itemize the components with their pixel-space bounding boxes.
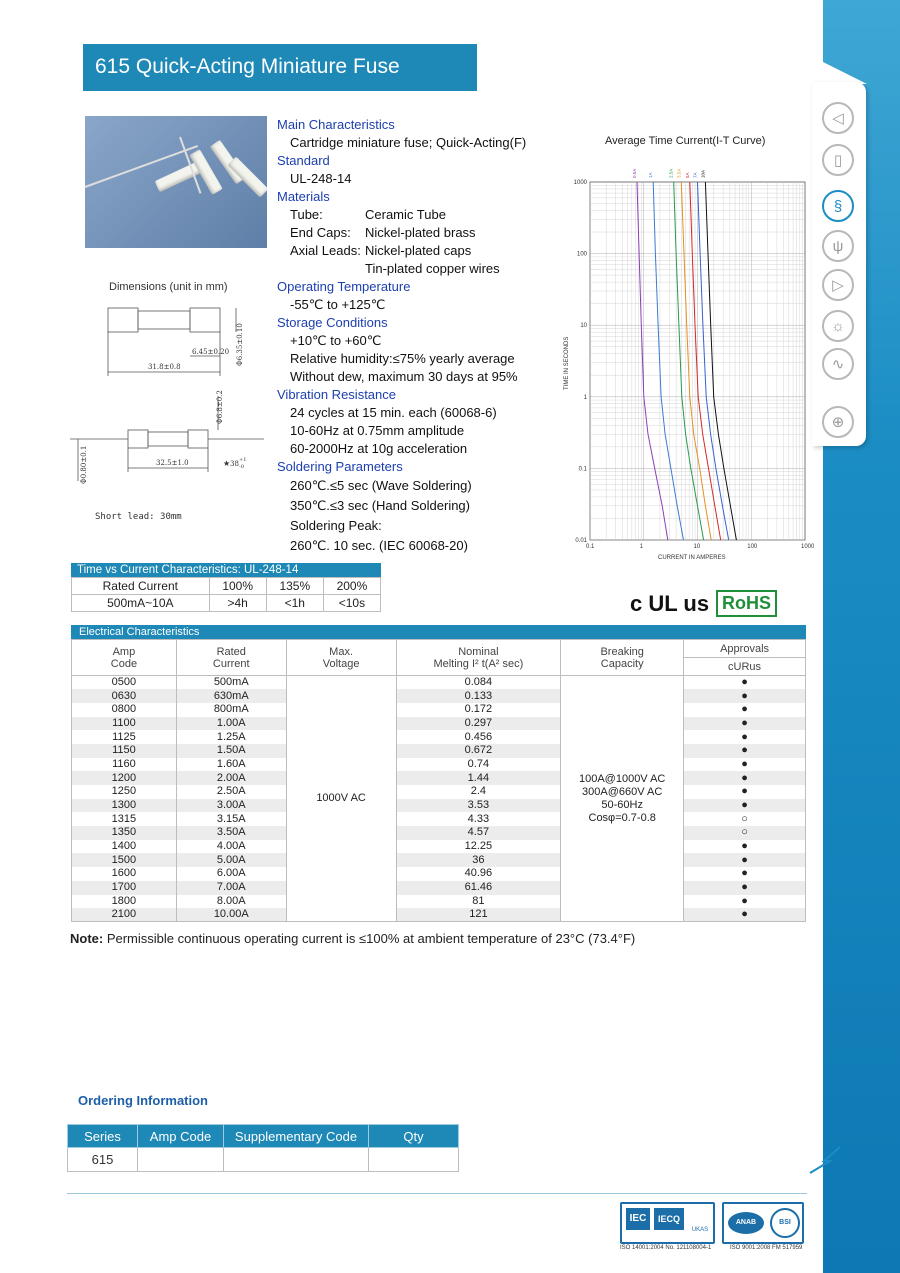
- approval-cell: ●: [684, 908, 806, 922]
- side-nav: [812, 82, 866, 446]
- spec-value: Soldering Peak:: [290, 518, 382, 533]
- ordering-title: Ordering Information: [78, 1093, 208, 1108]
- table-row: [72, 895, 806, 909]
- star-mark: ★: [223, 459, 231, 468]
- iec-logo: IEC: [626, 1208, 650, 1230]
- iecq-logo: IECQ: [654, 1208, 684, 1230]
- approval-cell: ○: [684, 812, 806, 826]
- spec-value: -55℃ to +125℃: [290, 297, 386, 312]
- series-label: 10A: [700, 169, 706, 178]
- melting-cell: 2.4: [396, 785, 561, 799]
- breaking-line: Cosφ=0.7-0.8: [588, 811, 656, 824]
- series-label: 0.5A: [632, 168, 638, 178]
- series-label: 7A: [692, 172, 698, 178]
- approval-cell: ●: [684, 881, 806, 895]
- rated-current-cell: 2.50A: [176, 785, 286, 799]
- amp-code-cell: 1250: [72, 785, 177, 799]
- anab-logo: ANAB: [728, 1212, 764, 1234]
- thermal-icon[interactable]: ψ: [822, 230, 854, 262]
- amp-code-cell: 1600: [72, 867, 177, 881]
- y-tick-label: 0.1: [578, 466, 587, 473]
- col-curus: cURus: [684, 658, 806, 676]
- amp-code-cell: 1700: [72, 881, 177, 895]
- ordering-supplementary[interactable]: [224, 1148, 369, 1172]
- y-tick-label: 0.01: [575, 538, 587, 544]
- page-title: 615 Quick-Acting Miniature Fuse: [83, 44, 477, 91]
- col-melting: Nominal Melting I² t(A² sec): [396, 640, 561, 676]
- amp-code-cell: 0500: [72, 676, 177, 690]
- dim-label: Φ6.35±0.10: [236, 323, 244, 366]
- breaking-line: 50-60Hz: [601, 798, 643, 811]
- amp-code-cell: 1100: [72, 717, 177, 731]
- iec-certificate: [620, 1202, 715, 1244]
- approval-cell: ●: [684, 895, 806, 909]
- amp-code-cell: 0800: [72, 703, 177, 717]
- approval-cell: ●: [684, 799, 806, 813]
- approval-cell: ○: [684, 826, 806, 840]
- arrow-icon[interactable]: ▷: [822, 269, 854, 301]
- col-amp: Amp Code: [72, 640, 177, 676]
- bsi-logo: BSI: [770, 1208, 800, 1238]
- series-label: 2.5A: [668, 168, 674, 178]
- book-icon[interactable]: ▯: [822, 144, 854, 176]
- table-row: [72, 799, 806, 813]
- dimension-drawing: [68, 296, 268, 496]
- dim-label: -0: [239, 464, 244, 470]
- ordering-amp-code[interactable]: [138, 1148, 224, 1172]
- spec-value: 60-2000Hz at 10g acceleration: [290, 441, 468, 456]
- table-row: [72, 744, 806, 758]
- melting-cell: 4.33: [396, 812, 561, 826]
- amp-code-cell: 0630: [72, 689, 177, 703]
- melting-cell: 61.46: [396, 881, 561, 895]
- table-row: [72, 730, 806, 744]
- rated-current-cell: 10.00A: [176, 908, 286, 922]
- spec-value: 350℃.≤3 sec (Hand Soldering): [290, 498, 470, 513]
- spec-value: 24 cycles at 15 min. each (60068-6): [290, 405, 497, 420]
- amp-code-cell: 1160: [72, 758, 177, 772]
- y-tick-label: 100: [576, 251, 587, 258]
- bolt-icon: [806, 1145, 842, 1175]
- ordering-header: Amp Code: [138, 1125, 224, 1148]
- cert-caption: ISO 14001:2004 No. 121108004-1: [620, 1245, 712, 1251]
- breaking-line: 100A@1000V AC: [578, 772, 666, 785]
- table-row: [72, 853, 806, 867]
- table-row: [72, 771, 806, 785]
- table-header: 100%: [209, 578, 266, 595]
- melting-cell: 0.133: [396, 689, 561, 703]
- table-row: [72, 785, 806, 799]
- ordering-header: Qty: [369, 1125, 459, 1148]
- dim-label: 32.5±1.0: [156, 459, 189, 467]
- dim-label: +1: [239, 457, 247, 463]
- ul-logo: c UL us: [630, 591, 710, 616]
- breaking-line: 300A@660V AC: [582, 785, 663, 798]
- col-rated: Rated Current: [176, 640, 286, 676]
- rated-current-cell: 8.00A: [176, 895, 286, 909]
- table-header: Rated Current: [72, 578, 210, 595]
- table-row: [72, 908, 806, 922]
- rated-current-cell: 3.15A: [176, 812, 286, 826]
- voltage-cell: 1000V AC: [286, 676, 396, 922]
- approval-cell: ●: [684, 703, 806, 717]
- table-row: [72, 703, 806, 717]
- dim-label: Φ0.80±0.1: [80, 445, 88, 484]
- approval-cell: ●: [684, 853, 806, 867]
- melting-cell: 0.456: [396, 730, 561, 744]
- chart-ylabel: TIME IN SECONDS: [564, 336, 570, 390]
- spec-value: UL-248-14: [290, 171, 352, 186]
- product-photo: [85, 116, 267, 248]
- melting-cell: 0.74: [396, 758, 561, 772]
- spec-value: 260℃. 10 sec. (IEC 60068-20): [290, 538, 468, 553]
- y-tick-label: 1: [583, 394, 587, 401]
- spec-value: +10℃ to +60℃: [290, 333, 382, 348]
- approval-cell: ●: [684, 730, 806, 744]
- rated-current-cell: 5.00A: [176, 853, 286, 867]
- melting-cell: 12.25: [396, 840, 561, 854]
- spec-value: End Caps: Nickel-plated brass: [290, 225, 476, 240]
- x-tick-label: 10: [693, 544, 701, 550]
- amp-code-cell: 2100: [72, 908, 177, 922]
- chart-title: Average Time Current(I-T Curve): [605, 135, 766, 147]
- spec-value: Relative humidity:≤75% yearly average: [290, 351, 515, 366]
- table-cell: >4h: [209, 595, 266, 612]
- amp-code-cell: 1150: [72, 744, 177, 758]
- melting-cell: 0.297: [396, 717, 561, 731]
- ordering-qty[interactable]: [369, 1148, 459, 1172]
- anab-certificate: [722, 1202, 804, 1244]
- spec-value: 10-60Hz at 0.75mm amplitude: [290, 423, 465, 438]
- table-row: [72, 867, 806, 881]
- table-row: [72, 812, 806, 826]
- col-approvals: Approvals: [684, 640, 806, 658]
- amp-code-cell: 1400: [72, 840, 177, 854]
- person-icon[interactable]: ☼: [822, 310, 854, 342]
- electrical-table: [71, 639, 806, 922]
- table-caption: Time vs Current Characteristics: UL-248-14: [71, 563, 381, 577]
- ukas-logo: UKAS: [691, 1227, 709, 1233]
- it-curve-chart: [560, 160, 815, 564]
- approval-cell: ●: [684, 717, 806, 731]
- breaking-cell: [561, 676, 684, 922]
- table-row: [72, 676, 806, 690]
- x-tick-label: 1: [639, 544, 644, 550]
- spec-value: Tube: Ceramic Tube: [290, 207, 446, 222]
- x-tick-label: 100: [747, 544, 758, 550]
- spec-value: Axial Leads: Nickel-plated caps: [290, 243, 472, 258]
- spec-value: Without dew, maximum 30 days at 95%: [290, 369, 518, 384]
- amp-code-cell: 1125: [72, 730, 177, 744]
- ordering-header: Supplementary Code: [224, 1125, 369, 1148]
- time-current-table: [71, 563, 381, 612]
- series-label: 1A: [648, 172, 654, 178]
- spec-heading: Main Characteristics: [277, 117, 395, 132]
- rated-current-cell: 2.00A: [176, 771, 286, 785]
- spec-value: Cartridge miniature fuse; Quick-Acting(F): [290, 135, 527, 150]
- melting-cell: 0.084: [396, 676, 561, 690]
- spec-value: Tin-plated copper wires: [365, 261, 500, 276]
- globe-icon[interactable]: ⊕: [822, 406, 854, 438]
- table-row: [72, 840, 806, 854]
- melting-cell: 36: [396, 853, 561, 867]
- amp-code-cell: 1200: [72, 771, 177, 785]
- dim-label: 38: [230, 460, 239, 468]
- melting-cell: 0.172: [396, 703, 561, 717]
- electrical-caption: Electrical Characteristics: [71, 625, 806, 639]
- table-header: 200%: [323, 578, 380, 595]
- melting-cell: 3.53: [396, 799, 561, 813]
- rated-current-cell: 4.00A: [176, 840, 286, 854]
- melting-cell: 4.57: [396, 826, 561, 840]
- rated-current-cell: 800mA: [176, 703, 286, 717]
- approval-cell: ●: [684, 758, 806, 772]
- approval-cell: ●: [684, 785, 806, 799]
- spec-heading: Materials: [277, 189, 330, 204]
- specifications: [277, 116, 526, 556]
- ordering-header: Series: [68, 1125, 138, 1148]
- rated-current-cell: 3.50A: [176, 826, 286, 840]
- x-tick-label: 1000: [801, 544, 815, 550]
- approval-cell: ●: [684, 689, 806, 703]
- spec-heading: Storage Conditions: [277, 315, 388, 330]
- series-label: 5A: [684, 172, 690, 178]
- approval-cell: ●: [684, 676, 806, 690]
- amp-code-cell: 1300: [72, 799, 177, 813]
- y-tick-label: 1000: [573, 180, 587, 186]
- rated-current-cell: 7.00A: [176, 881, 286, 895]
- approval-cell: ●: [684, 771, 806, 785]
- amp-code-cell: 1315: [72, 812, 177, 826]
- rated-current-cell: 500mA: [176, 676, 286, 690]
- rated-current-cell: 6.00A: [176, 867, 286, 881]
- x-tick-label: 0.1: [586, 544, 595, 550]
- ordering-series: 615: [68, 1148, 138, 1172]
- spec-value: 260℃.≤5 sec (Wave Soldering): [290, 478, 472, 493]
- coil-icon[interactable]: ∿: [822, 348, 854, 380]
- col-voltage: Max. Voltage: [286, 640, 396, 676]
- table-cell: 500mA~10A: [72, 595, 210, 612]
- dim-label: Φ6.8±0.2: [216, 390, 224, 424]
- amp-code-cell: 1350: [72, 826, 177, 840]
- rated-current-cell: 1.50A: [176, 744, 286, 758]
- rated-current-cell: 3.00A: [176, 799, 286, 813]
- y-tick-label: 10: [580, 323, 587, 330]
- table-row: [72, 689, 806, 703]
- short-lead-note: Short lead: 30mm: [95, 512, 182, 522]
- table-header: 135%: [266, 578, 323, 595]
- dim-label: 6.45±0.20: [192, 348, 230, 356]
- fuse-icon[interactable]: §: [822, 190, 854, 222]
- dim-label: 31.8±0.8: [148, 363, 181, 371]
- ordering-table: [67, 1124, 459, 1172]
- table-row: [72, 758, 806, 772]
- footer-divider: [67, 1193, 807, 1194]
- approval-cell: ●: [684, 840, 806, 854]
- rated-current-cell: 1.60A: [176, 758, 286, 772]
- cert-caption: ISO 9001:2008 FM 517959: [730, 1245, 803, 1251]
- rohs-logo: RoHS: [716, 590, 777, 617]
- dimensions-title: Dimensions (unit in mm): [109, 281, 228, 293]
- approval-cell: ●: [684, 867, 806, 881]
- spec-heading: Operating Temperature: [277, 279, 411, 294]
- rated-current-cell: 630mA: [176, 689, 286, 703]
- table-row: [72, 826, 806, 840]
- table-row: [72, 881, 806, 895]
- rated-current-cell: 1.00A: [176, 717, 286, 731]
- table-row: [72, 717, 806, 731]
- spec-heading: Vibration Resistance: [277, 387, 396, 402]
- note: Note: Permissible continuous operating current is ≤100% at ambient temperature of 23°C (73.4°F): [70, 931, 636, 946]
- melting-cell: 121: [396, 908, 561, 922]
- spec-heading: Standard: [277, 153, 330, 168]
- chart-xlabel: CURRENT IN AMPERES: [658, 555, 726, 561]
- amp-code-cell: 1800: [72, 895, 177, 909]
- table-cell: <10s: [323, 595, 380, 612]
- table-cell: <1h: [266, 595, 323, 612]
- melting-cell: 0.672: [396, 744, 561, 758]
- melting-cell: 81: [396, 895, 561, 909]
- series-label: 3.5A: [676, 168, 682, 178]
- spec-heading: Soldering Parameters: [277, 459, 403, 474]
- col-breaking: Breaking Capacity: [561, 640, 684, 676]
- amp-code-cell: 1500: [72, 853, 177, 867]
- melting-cell: 40.96: [396, 867, 561, 881]
- approval-cell: ●: [684, 744, 806, 758]
- triangle-icon[interactable]: ◁: [822, 102, 854, 134]
- melting-cell: 1.44: [396, 771, 561, 785]
- rated-current-cell: 1.25A: [176, 730, 286, 744]
